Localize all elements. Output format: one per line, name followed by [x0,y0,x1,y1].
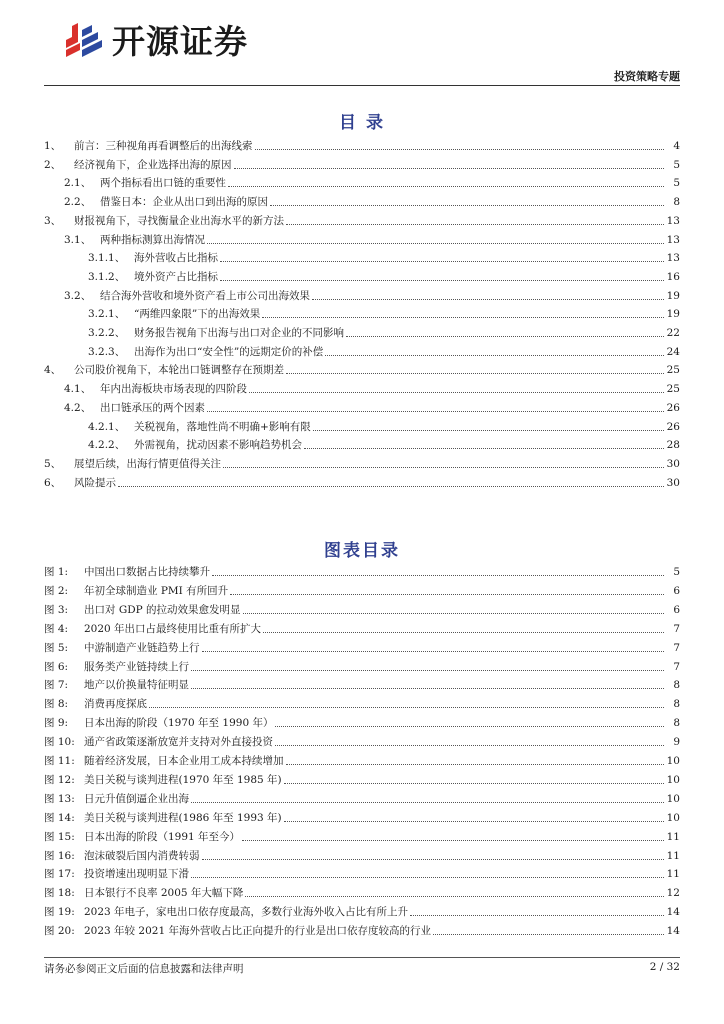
toc-item-number: 4.2.2、 [88,439,126,452]
toc-item-title: 外需视角，扰动因素不影响趋势机会 [134,439,302,452]
dot-leader [207,243,664,244]
toc-item-title: 风险提示 [74,476,116,489]
toc-item-title: 两个指标看出口链的重要性 [100,177,226,190]
footer-disclaimer: 请务必参阅正文后面的信息披露和法律声明 [44,963,244,975]
toc-item-number: 2、 [44,158,62,171]
figure-item[interactable] [44,714,680,730]
figure-item[interactable] [44,809,680,825]
toc-item[interactable] [44,174,680,190]
toc-item-number: 3.2.2、 [88,327,126,339]
figure-item-title: 通产省政策逐渐放宽并支持对外直接投资 [84,736,273,749]
toc-item-title: 借鉴日本：企业从出口到出海的原因 [100,196,268,209]
footer-divider [44,957,680,958]
figure-item-page: 11 [666,849,680,862]
toc-item[interactable] [44,305,680,321]
figure-item-number: 图 19: [44,906,75,919]
figure-item-page: 12 [666,887,680,900]
figure-item-title: 美日关税与谈判进程(1986 年至 1993 年) [84,811,282,824]
figure-item-title: 中游制造产业链趋势上行 [84,641,200,654]
figure-item-number: 图 8: [44,698,69,711]
dot-leader [270,205,664,206]
toc-item-number: 4、 [44,364,62,377]
figure-item-page: 9 [673,736,680,749]
figure-item-page: 8 [673,679,680,692]
dot-leader [312,299,664,300]
toc-item-title: 结合海外营收和境外资产看上市公司出海效果 [100,289,310,302]
dot-leader [191,802,664,803]
toc-item-title: 展望后续，出海行情更值得关注 [74,457,221,470]
figure-item[interactable] [44,771,680,787]
figure-item-number: 图 3: [44,603,69,616]
dot-leader [410,915,664,916]
dot-leader [275,745,664,746]
figure-item-page: 8 [673,698,680,711]
toc-item-page: 26 [666,401,680,414]
dot-leader [249,392,664,393]
figure-item-number: 图 7: [44,679,69,692]
figure-item-number: 图 20: [44,925,75,938]
toc-item-number: 3.1、 [64,233,92,246]
header-divider [44,85,680,86]
toc-item-page: 25 [666,383,680,396]
figure-item-title: 投资增速出现明显下滑 [84,868,189,881]
dot-leader [346,336,664,337]
dot-leader [191,670,664,671]
figure-item[interactable] [44,601,680,617]
figure-item-number: 图 14: [44,811,75,824]
dot-leader [118,486,664,487]
toc-item-number: 3.2.1、 [88,308,126,321]
toc-item-title: 出口链承压的两个因素 [100,401,205,414]
figure-item-title: 2023 年电子，家电出口依存度最高，多数行业海外收入占比有所上升 [84,906,409,919]
toc-item-title: 关税视角，落地性尚不明确+影响有限 [134,420,311,433]
toc-item-page: 4 [673,140,680,152]
toc-item-page: 26 [666,420,680,433]
dot-leader [202,859,665,860]
figure-item-number: 图 15: [44,830,75,843]
figure-item-title: 出口对 GDP 的拉动效果愈发明显 [84,603,241,616]
toc-item-page: 5 [673,158,680,171]
toc-item[interactable] [44,231,680,247]
figure-item[interactable] [44,847,680,863]
figure-item[interactable] [44,884,680,900]
toc-item-number: 6、 [44,476,62,489]
figure-item-title: 年初全球制造业 PMI 有所回升 [84,584,229,597]
figure-item-page: 7 [673,622,680,635]
dot-leader [212,575,664,576]
figure-item-number: 图 10: [44,736,75,749]
figure-item[interactable] [44,582,680,598]
figure-item[interactable] [44,828,680,844]
toc-item[interactable] [44,268,680,284]
toc-item-page: 13 [666,214,680,227]
toc-item[interactable] [44,249,680,265]
dot-leader [220,280,664,281]
toc-item-number: 3、 [44,214,62,227]
toc-item-page: 30 [666,476,680,489]
figure-item-number: 图 11: [44,755,75,767]
toc-item-number: 3.1.1、 [88,252,126,265]
figure-item-page: 11 [666,830,680,843]
figure-item-title: 日本银行不良率 2005 年大幅下降 [84,887,244,900]
figure-item-title: 泡沫破裂后国内消费转弱 [84,849,200,862]
dot-leader [325,355,664,356]
figure-item-title: 中国出口数据占比持续攀升 [84,566,210,578]
figure-item-page: 10 [666,755,680,767]
figure-item-title: 随着经济发展，日本企业用工成本持续增加 [84,755,284,767]
toc-item-page: 8 [673,196,680,209]
toc-item-number: 5、 [44,457,62,470]
toc-item[interactable] [44,436,680,452]
toc-item[interactable] [44,380,680,396]
logo-text: 开源证券 [112,21,248,61]
dot-leader [255,149,665,150]
figure-item-number: 图 1: [44,566,69,578]
toc-item-title: “两维四象限”下的出海效果 [134,308,261,321]
toc-item-page: 28 [666,439,680,452]
dot-leader [433,934,664,935]
dot-leader [191,877,664,878]
figure-item-number: 图 17: [44,868,75,881]
figure-item-page: 8 [673,717,680,730]
toc-item[interactable] [44,137,680,153]
toc-item[interactable] [44,455,680,471]
toc-item-title: 海外营收占比指标 [134,252,218,265]
toc-item-page: 5 [673,177,680,190]
figure-item-page: 6 [673,603,680,616]
figure-item-number: 图 16: [44,849,75,862]
toc-item-number: 2.2、 [64,196,92,209]
dot-leader [275,726,664,727]
figure-item-number: 图 6: [44,660,69,673]
figure-item-page: 11 [666,868,680,881]
dot-leader [149,707,664,708]
toc-item-number: 2.1、 [64,177,92,190]
dot-leader [286,373,664,374]
figure-item-page: 10 [666,773,680,786]
toc-item[interactable] [44,343,680,359]
page-number: 2 / 32 [649,961,680,973]
toc-item-page: 24 [666,345,680,358]
figure-item[interactable] [44,563,680,579]
toc-item-title: 公司股价视角下，本轮出口链调整存在预期差 [74,364,284,377]
company-logo [58,20,248,62]
toc-item[interactable] [44,156,680,172]
toc-item-number: 1、 [44,140,62,152]
figure-item-page: 6 [673,584,680,597]
dot-leader [191,688,664,689]
figure-item[interactable] [44,922,680,938]
dot-leader [207,411,664,412]
toc-item[interactable] [44,474,680,490]
figure-item-title: 美日关税与谈判进程(1970 年至 1985 年) [84,773,282,786]
figure-item-number: 图 4: [44,622,69,635]
figure-item[interactable] [44,733,680,749]
dot-leader [202,651,665,652]
dot-leader [286,764,665,765]
toc-item-page: 19 [666,308,680,321]
dot-leader [242,840,664,841]
toc-item-page: 22 [666,327,680,339]
figure-item-title: 日本出海的阶段（1970 年至 1990 年） [84,717,274,730]
toc-item-title: 年内出海板块市场表现的四阶段 [100,383,247,396]
toc-title: 目 录 [339,113,385,133]
figure-item-title: 日元升值倒逼企业出海 [84,792,189,805]
figure-item[interactable] [44,695,680,711]
figure-item[interactable] [44,865,680,881]
toc-item[interactable] [44,287,680,303]
logo-mark-icon [58,20,106,62]
figure-item[interactable] [44,639,680,655]
dot-leader [228,186,664,187]
toc-item-title: 前言：三种视角再看调整后的出海线索 [74,140,253,152]
dot-leader [243,613,664,614]
toc-item-title: 境外资产占比指标 [134,270,218,283]
figure-item[interactable] [44,752,680,768]
dot-leader [313,430,664,431]
toc-item-page: 25 [666,364,680,377]
figure-item-number: 图 18: [44,887,75,900]
figure-item[interactable] [44,658,680,674]
toc-item-title: 财报视角下，寻找衡量企业出海水平的新方法 [74,214,284,227]
toc-item[interactable] [44,399,680,415]
figure-item-title: 服务类产业链持续上行 [84,660,189,673]
dot-leader [263,632,664,633]
figures-title: 图表目录 [324,541,400,561]
report-category: 投资策略专题 [614,70,680,83]
dot-leader [284,783,664,784]
toc-item-number: 3.2.3、 [88,345,126,358]
figure-item-title: 2023 年较 2021 年海外营收占比正向提升的行业是出口依存度较高的行业 [84,925,431,938]
dot-leader [304,448,664,449]
toc-item-number: 3.1.2、 [88,270,126,283]
figure-item-page: 14 [666,906,680,919]
toc-item[interactable] [44,193,680,209]
toc-item-page: 13 [666,233,680,246]
figure-item[interactable] [44,903,680,919]
dot-leader [245,896,664,897]
figure-item[interactable] [44,676,680,692]
toc-item-title: 两种指标测算出海情况 [100,233,205,246]
figure-item-page: 10 [666,792,680,805]
figure-item[interactable] [44,620,680,636]
figure-item-number: 图 2: [44,584,69,597]
figure-item-page: 7 [673,660,680,673]
dot-leader [230,594,664,595]
toc-item-number: 4.2.1、 [88,420,126,433]
toc-item-number: 4.2、 [64,401,92,414]
toc-item-page: 30 [666,457,680,470]
figure-item-number: 图 5: [44,641,69,654]
toc-item-title: 经济视角下，企业选择出海的原因 [74,158,232,171]
figure-item-title: 日本出海的阶段（1991 年至今） [84,830,241,843]
figure-item-page: 5 [673,566,680,578]
toc-item-page: 13 [666,252,680,265]
toc-item-page: 19 [666,289,680,302]
toc-item-title: 出海作为出口“安全性”的远期定价的补偿 [134,345,324,358]
toc-item-page: 16 [666,270,680,283]
figure-item-page: 7 [673,641,680,654]
toc-item-number: 4.1、 [64,383,92,396]
toc-item[interactable] [44,361,680,377]
dot-leader [284,821,664,822]
figure-item-number: 图 12: [44,773,75,786]
toc-item[interactable] [44,418,680,434]
toc-item-number: 3.2、 [64,289,92,302]
dot-leader [262,317,664,318]
figure-item-number: 图 9: [44,717,69,730]
dot-leader [223,467,664,468]
dot-leader [234,168,665,169]
toc-item[interactable] [44,324,680,340]
figure-item-title: 地产以价换量特征明显 [84,679,189,692]
figure-item-number: 图 13: [44,792,75,805]
figure-item-page: 14 [666,925,680,938]
figure-item-page: 10 [666,811,680,824]
figure-item[interactable] [44,790,680,806]
figure-item-title: 消费再度探底 [84,698,147,711]
dot-leader [286,224,664,225]
toc-item-title: 财务报告视角下出海与出口对企业的不同影响 [134,327,344,339]
dot-leader [220,261,664,262]
toc-item[interactable] [44,212,680,228]
figure-item-title: 2020 年出口占最终使用比重有所扩大 [84,622,262,635]
